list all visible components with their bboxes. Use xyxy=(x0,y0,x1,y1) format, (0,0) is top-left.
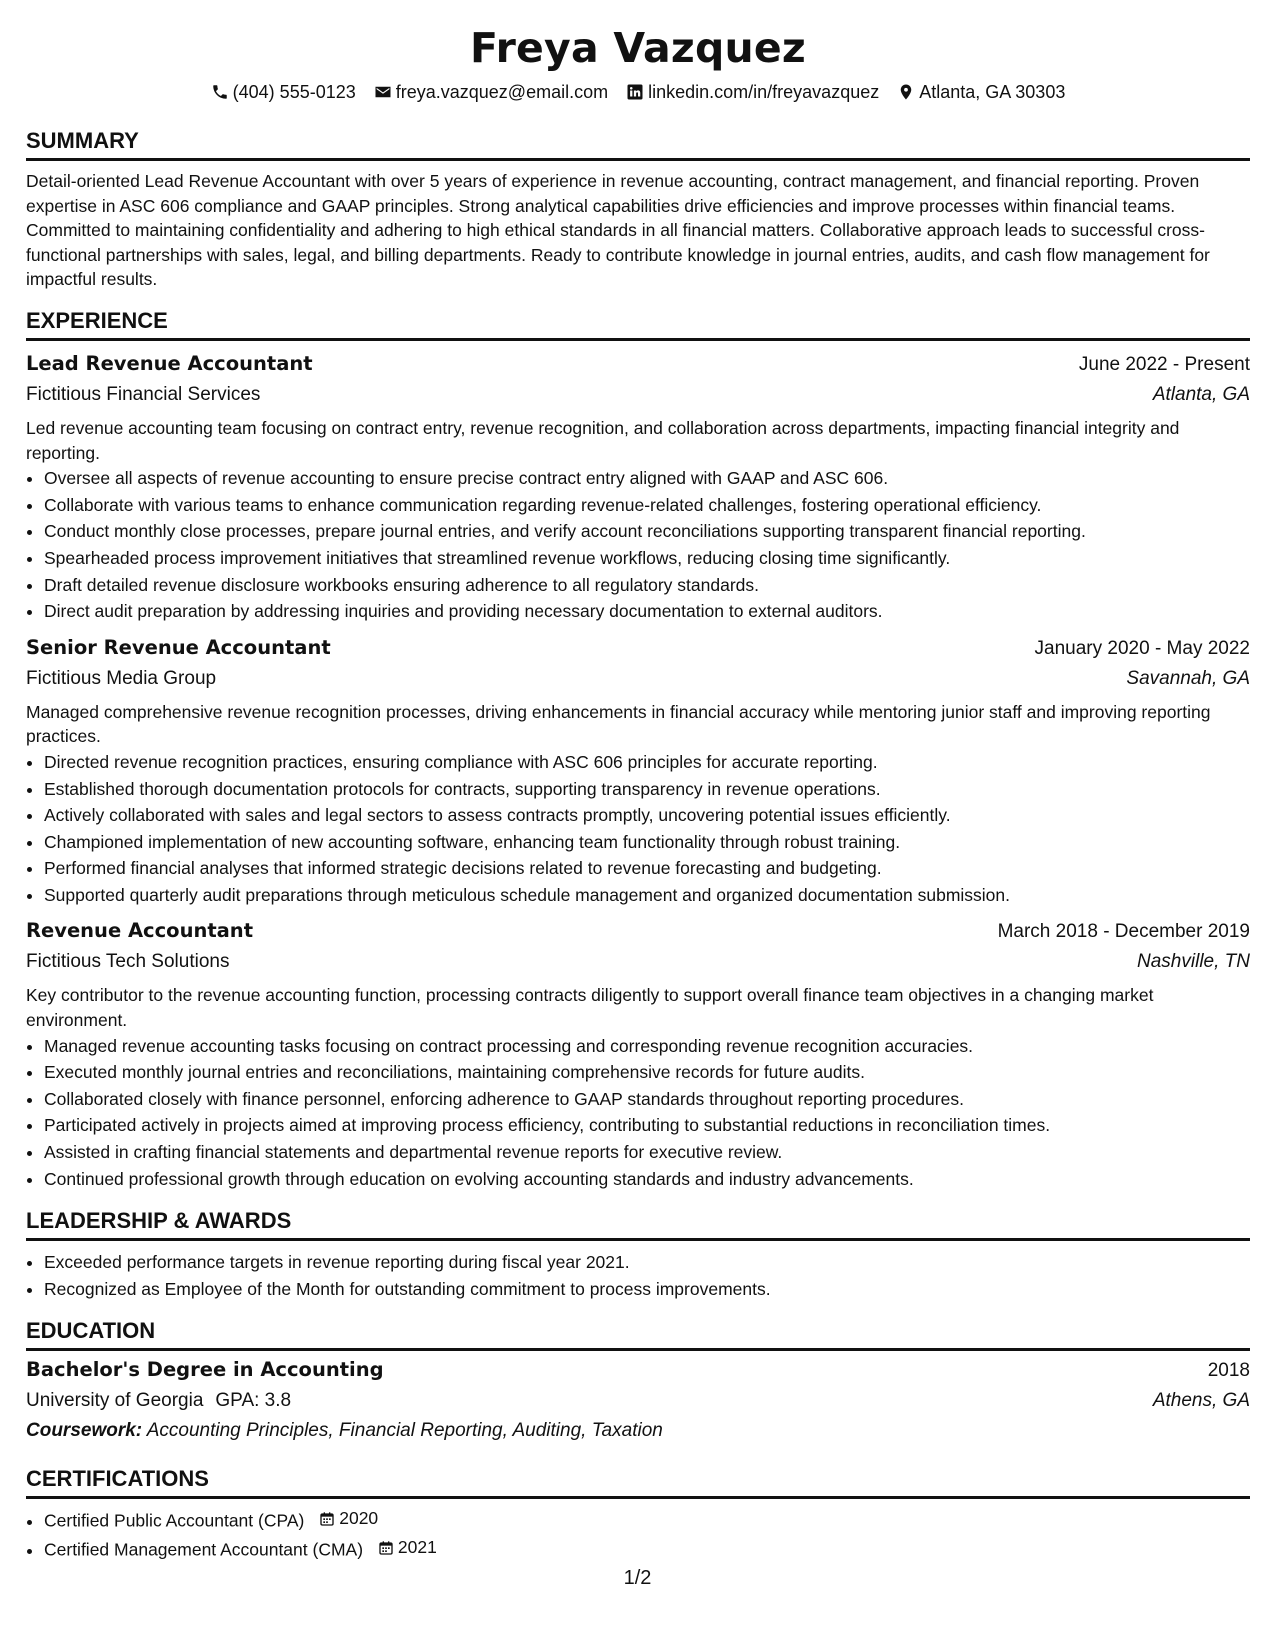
job-description: Key contributor to the revenue accounting function, processing contracts diligently to support overall finance team objectives in a changing market environment. xyxy=(26,985,1154,1031)
education-heading: EDUCATION xyxy=(26,1316,1250,1351)
list-item: • Assisted in crafting financial statements and departmental revenue reports for executive review. xyxy=(44,1139,1250,1166)
job-title: Lead Revenue Accountant xyxy=(26,351,313,375)
job-description: Led revenue accounting team focusing on contract entry, revenue recognition, and collaboration across departments, impacting financial integrity and reporting. xyxy=(26,417,1180,463)
linkedin-text: linkedin.com/in/freyavazquez xyxy=(648,82,880,102)
awards-list xyxy=(26,1249,1250,1302)
list-item: • Oversee all aspects of revenue accounting to ensure precise contract entry aligned with GAAP and ASC 606. xyxy=(44,465,1250,492)
list-item: • Recognized as Employee of the Month for outstanding commitment to process improvements. xyxy=(44,1276,1250,1303)
list-item: • Directed revenue recognition practices, ensuring compliance with ASC 606 principles for accurate reporting. xyxy=(44,749,1250,776)
experience-heading: EXPERIENCE xyxy=(26,306,1250,341)
job-location: Atlanta, GA xyxy=(1152,383,1250,405)
job-date: January 2020 - May 2022 xyxy=(1034,637,1250,659)
job-location: Savannah, GA xyxy=(1126,667,1250,689)
job-company: Fictitious Financial Services xyxy=(26,383,261,405)
candidate-name: Freya Vazquez xyxy=(470,24,806,72)
certification-name: Certified Management Accountant (CMA) xyxy=(44,1539,364,1560)
list-item xyxy=(44,1534,1250,1563)
job-company: Fictitious Media Group xyxy=(26,667,217,689)
certifications-heading: CERTIFICATIONS xyxy=(26,1464,1250,1499)
job-entry xyxy=(26,916,1250,1192)
summary-text: Detail-oriented Lead Revenue Accountant with over 5 years of experience in revenue accounting, contract management, and financial reporting. Proven expertise in ASC 606 compliance and GAAP principles. Strong analytical capabilities drive efficiencies and improve processes within financial teams. Committed to maintaining confidentiality and adhering to high ethical standards in all financial matters. Collaborative approach leads to successful cross-functional partnerships with sales, legal, and billing departments. Ready to contribute knowledge in journal entries, audits, and cash flow management for impactful results. xyxy=(26,171,1210,290)
list-item: • Executed monthly journal entries and reconciliations, maintaining comprehensive records for future audits. xyxy=(44,1059,1250,1086)
certification-name: Certified Public Accountant (CPA) xyxy=(44,1510,305,1531)
awards-heading: LEADERSHIP & AWARDS xyxy=(26,1206,1250,1241)
job-entry xyxy=(26,349,1250,625)
education-degree: Bachelor's Degree in Accounting xyxy=(26,1358,384,1382)
list-item: • Actively collaborated with sales and legal sectors to assess contracts promptly, uncovering potential issues efficiently. xyxy=(44,802,1250,829)
list-item: • Spearheaded process improvement initiatives that streamlined revenue workflows, reducing closing time significantly. xyxy=(44,545,1250,572)
list-item: • Performed financial analyses that informed strategic decisions related to revenue forecasting and budgeting. xyxy=(44,855,1250,882)
job-location: Nashville, TN xyxy=(1137,951,1250,973)
list-item: • Established thorough documentation protocols for contracts, supporting transparency in revenue operations. xyxy=(44,776,1250,803)
coursework-text: Accounting Principles, Financial Reporting, Auditing, Taxation xyxy=(146,1420,663,1442)
certifications-section xyxy=(26,1464,1250,1563)
list-item: • Collaborated closely with finance personnel, enforcing adherence to GAAP standards throughout reporting procedures. xyxy=(44,1086,1250,1113)
certification-year: 2020 xyxy=(339,1508,379,1529)
contact-email[interactable] xyxy=(374,78,608,106)
list-item: • Exceeded performance targets in revenue reporting during fiscal year 2021. xyxy=(44,1249,1250,1276)
page-number: 1/2 xyxy=(623,1567,652,1589)
awards-section xyxy=(26,1206,1250,1302)
list-item xyxy=(44,1505,1250,1534)
experience-section xyxy=(26,306,1250,1192)
contact-phone xyxy=(211,78,356,106)
contact-linkedin[interactable] xyxy=(626,78,879,106)
education-coursework xyxy=(26,1416,1250,1446)
email-text: freya.vazquez@email.com xyxy=(395,82,609,102)
contact-location xyxy=(897,78,1065,106)
job-title: Revenue Accountant xyxy=(26,919,254,943)
location-text: Atlanta, GA 30303 xyxy=(919,82,1066,102)
list-item: • Collaborate with various teams to enhance communication regarding revenue-related challenges, fostering operational efficiency. xyxy=(44,492,1250,519)
job-date: June 2022 - Present xyxy=(1078,353,1250,375)
calendar-icon xyxy=(319,1511,335,1527)
job-bullets xyxy=(26,1033,1250,1193)
job-bullets xyxy=(26,749,1250,909)
phone-text: (404) 555-0123 xyxy=(232,82,356,102)
education-section xyxy=(26,1316,1250,1446)
job-date: March 2018 - December 2019 xyxy=(997,921,1250,943)
summary-heading: SUMMARY xyxy=(26,126,1250,161)
job-description: Managed comprehensive revenue recognition processes, driving enhancements in financial accuracy while mentoring junior staff and improving reporting practices. xyxy=(26,701,1211,747)
summary-section xyxy=(26,126,1250,292)
education-location: Athens, GA xyxy=(1152,1390,1250,1412)
resume-page xyxy=(26,18,1250,1563)
contact-bar xyxy=(26,78,1250,106)
certifications-list xyxy=(26,1505,1250,1563)
certification-year: 2021 xyxy=(397,1537,437,1558)
calendar-icon xyxy=(378,1540,394,1556)
list-item: • Draft detailed revenue disclosure workbooks ensuring adherence to all regulatory standards. xyxy=(44,572,1250,599)
list-item: • Managed revenue accounting tasks focusing on contract processing and corresponding revenue recognition accuracies. xyxy=(44,1033,1250,1060)
list-item: • Conduct monthly close processes, prepare journal entries, and verify account reconciliations supporting transparent financial reporting. xyxy=(44,518,1250,545)
job-entry xyxy=(26,633,1250,909)
job-company: Fictitious Tech Solutions xyxy=(26,951,230,973)
envelope-icon xyxy=(374,83,392,101)
list-item: • Continued professional growth through education on evolving accounting standards and industry advancements. xyxy=(44,1166,1250,1193)
list-item: • Participated actively in projects aimed at improving process efficiency, contributing to substantial reductions in reconciliation times. xyxy=(44,1112,1250,1139)
education-year: 2018 xyxy=(1207,1360,1250,1382)
phone-icon xyxy=(211,83,229,101)
linkedin-icon xyxy=(626,83,644,101)
list-item: • Supported quarterly audit preparations through meticulous schedule management and organized documentation submission. xyxy=(44,882,1250,909)
list-item: • Direct audit preparation by addressing inquiries and providing necessary documentation to external auditors. xyxy=(44,598,1250,625)
coursework-label: Coursework: xyxy=(26,1420,143,1442)
list-item: • Championed implementation of new accounting software, enhancing team functionality through robust training. xyxy=(44,829,1250,856)
job-title: Senior Revenue Accountant xyxy=(26,635,331,659)
job-bullets xyxy=(26,465,1250,625)
education-school: University of Georgia xyxy=(26,1390,204,1412)
map-pin-icon xyxy=(897,83,915,101)
education-gpa: GPA: 3.8 xyxy=(215,1390,292,1412)
